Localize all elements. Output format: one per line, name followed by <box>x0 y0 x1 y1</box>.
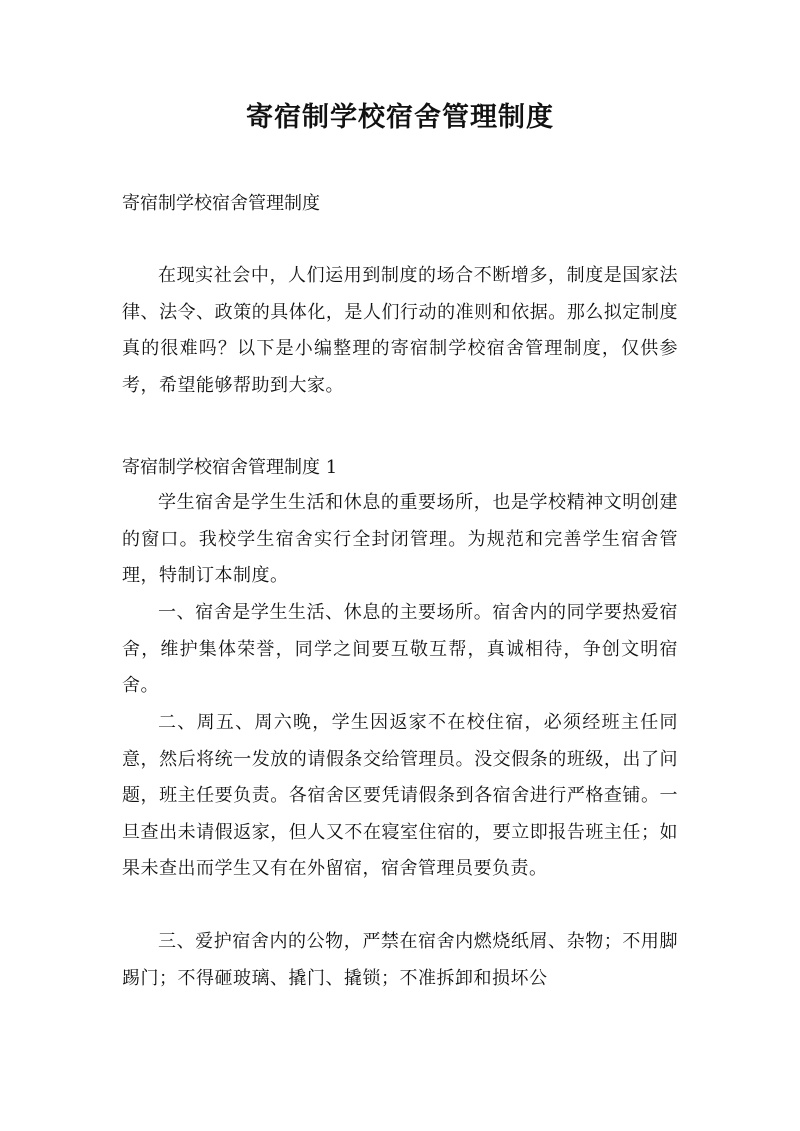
body-paragraph: 一、宿舍是学生生活、休息的主要场所。宿舍内的同学要热爱宿舍，维护集体荣誉，同学之间要互敬互帮，真诚相待，争创文明宿舍。 <box>122 602 678 696</box>
section-heading: 寄宿制学校宿舍管理制度 1 <box>122 457 338 478</box>
body-paragraph: 三、爱护宿舍内的公物，严禁在宿舍内燃烧纸屑、杂物；不用脚踢门；不得砸玻璃、撬门、撬锁；不准拆卸和损坏公 <box>122 931 678 989</box>
document-subtitle: 寄宿制学校宿舍管理制度 <box>122 193 320 214</box>
intro-paragraph: 在现实社会中，人们运用到制度的场合不断增多，制度是国家法律、法令、政策的具体化，是人们行动的准则和依据。那么拟定制度真的很难吗？以下是小编整理的寄宿制学校宿舍管理制度，仅供参考，希望能够帮助到大家。 <box>122 265 678 396</box>
document-title: 寄宿制学校宿舍管理制度 <box>246 102 554 133</box>
body-paragraph: 学生宿舍是学生生活和休息的重要场所，也是学校精神文明创建的窗口。我校学生宿舍实行全封闭管理。为规范和完善学生宿舍管理，特制订本制度。 <box>122 492 678 586</box>
body-paragraph: 二、周五、周六晚，学生因返家不在校住宿，必须经班主任同意，然后将统一发放的请假条交给管理员。没交假条的班级，出了问题，班主任要负责。各宿舍区要凭请假条到各宿舍进行严格查铺。一旦查出未请假返家，但人又不在寝室住宿的，要立即报告班主任；如果未查出而学生又有在外留宿，宿舍管理员要负责。 <box>122 712 678 879</box>
